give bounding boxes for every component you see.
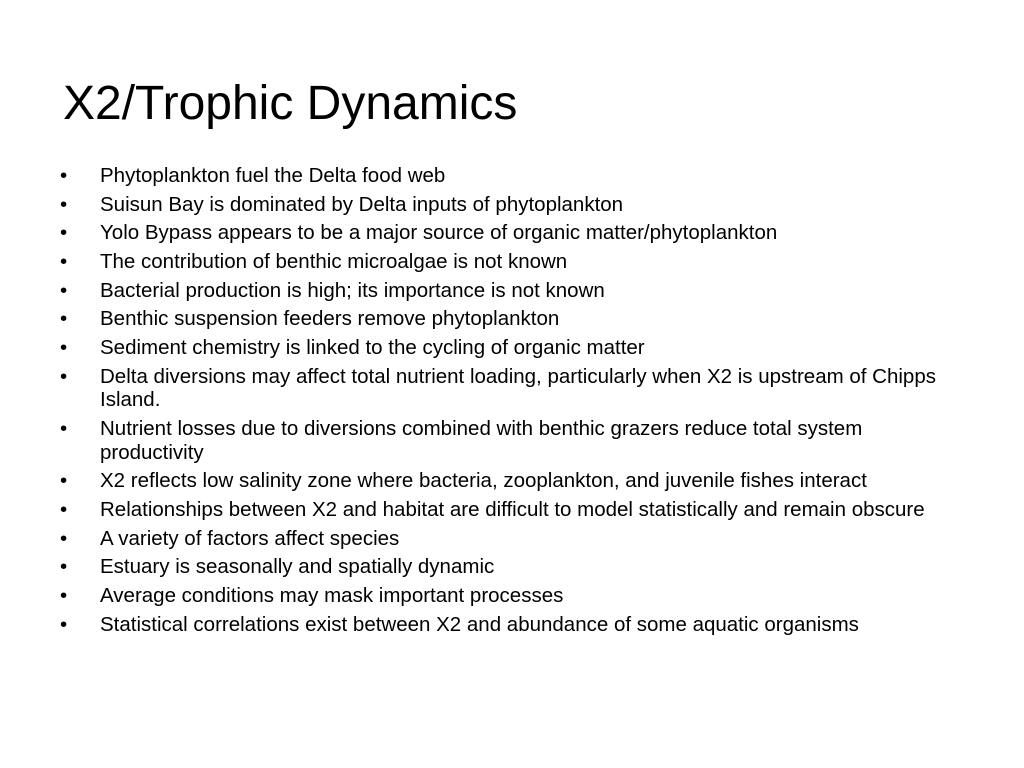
- bullet-item: [60, 336, 960, 360]
- bullet-text: Suisun Bay is dominated by Delta inputs of phytoplankton: [100, 192, 624, 216]
- bullet-icon: •: [60, 417, 68, 440]
- bullet-text: Average conditions may mask important processes: [100, 583, 564, 607]
- bullet-item: [60, 221, 960, 245]
- bullet-list: [60, 164, 960, 641]
- slide-title: X2/Trophic Dynamics: [63, 77, 518, 130]
- bullet-item: [60, 469, 960, 493]
- bullet-icon: •: [60, 364, 68, 388]
- bullet-text: Relationships between X2 and habitat are difficult to model statistically and remain obscure: [100, 497, 925, 521]
- bullet-text: Benthic suspension feeders remove phytoplankton: [100, 307, 560, 331]
- bullet-icon: •: [60, 612, 68, 636]
- bullet-icon: •: [60, 336, 68, 360]
- bullet-icon: •: [60, 278, 68, 302]
- bullet-icon: •: [60, 164, 68, 187]
- bullet-text: The contribution of benthic microalgae is not known: [100, 250, 568, 274]
- bullet-icon: •: [60, 192, 68, 216]
- bullet-text: Phytoplankton fuel the Delta food web: [100, 164, 446, 187]
- bullet-text: Statistical correlations exist between X2 and abundance of some aquatic organisms: [100, 612, 859, 636]
- bullet-item: [60, 527, 960, 551]
- bullet-text: X2 reflects low salinity zone where bacteria, zooplankton, and juvenile fishes interact: [100, 469, 867, 493]
- bullet-item: [60, 613, 960, 637]
- bullet-item: [60, 555, 960, 579]
- bullet-icon: •: [60, 555, 68, 579]
- bullet-text: Estuary is seasonally and spatially dynamic: [100, 555, 495, 579]
- bullet-icon: •: [60, 497, 68, 521]
- bullet-item: [60, 417, 960, 464]
- bullet-icon: •: [60, 307, 68, 331]
- bullet-icon: •: [60, 526, 68, 550]
- bullet-icon: •: [60, 469, 68, 493]
- bullet-item: [60, 250, 960, 274]
- bullet-text: Bacterial production is high; its importance is not known: [100, 278, 605, 302]
- bullet-text: A variety of factors affect species: [100, 526, 400, 550]
- bullet-icon: •: [60, 250, 68, 274]
- bullet-item: [60, 164, 960, 188]
- bullet-text: Yolo Bypass appears to be a major source of organic matter/phytoplankton: [100, 221, 778, 245]
- bullet-text: Delta diversions may affect total nutrient loading, particularly when X2 is upstream of Chipps Island.: [100, 364, 936, 412]
- bullet-item: [60, 498, 960, 522]
- bullet-text: Nutrient losses due to diversions combined with benthic grazers reduce total system productivity: [100, 417, 863, 464]
- bullet-item: [60, 279, 960, 303]
- bullet-icon: •: [60, 221, 68, 245]
- bullet-item: [60, 193, 960, 217]
- bullet-item: [60, 307, 960, 331]
- bullet-item: [60, 365, 960, 412]
- bullet-item: [60, 584, 960, 608]
- bullet-text: Sediment chemistry is linked to the cycling of organic matter: [100, 336, 645, 360]
- bullet-icon: •: [60, 583, 68, 607]
